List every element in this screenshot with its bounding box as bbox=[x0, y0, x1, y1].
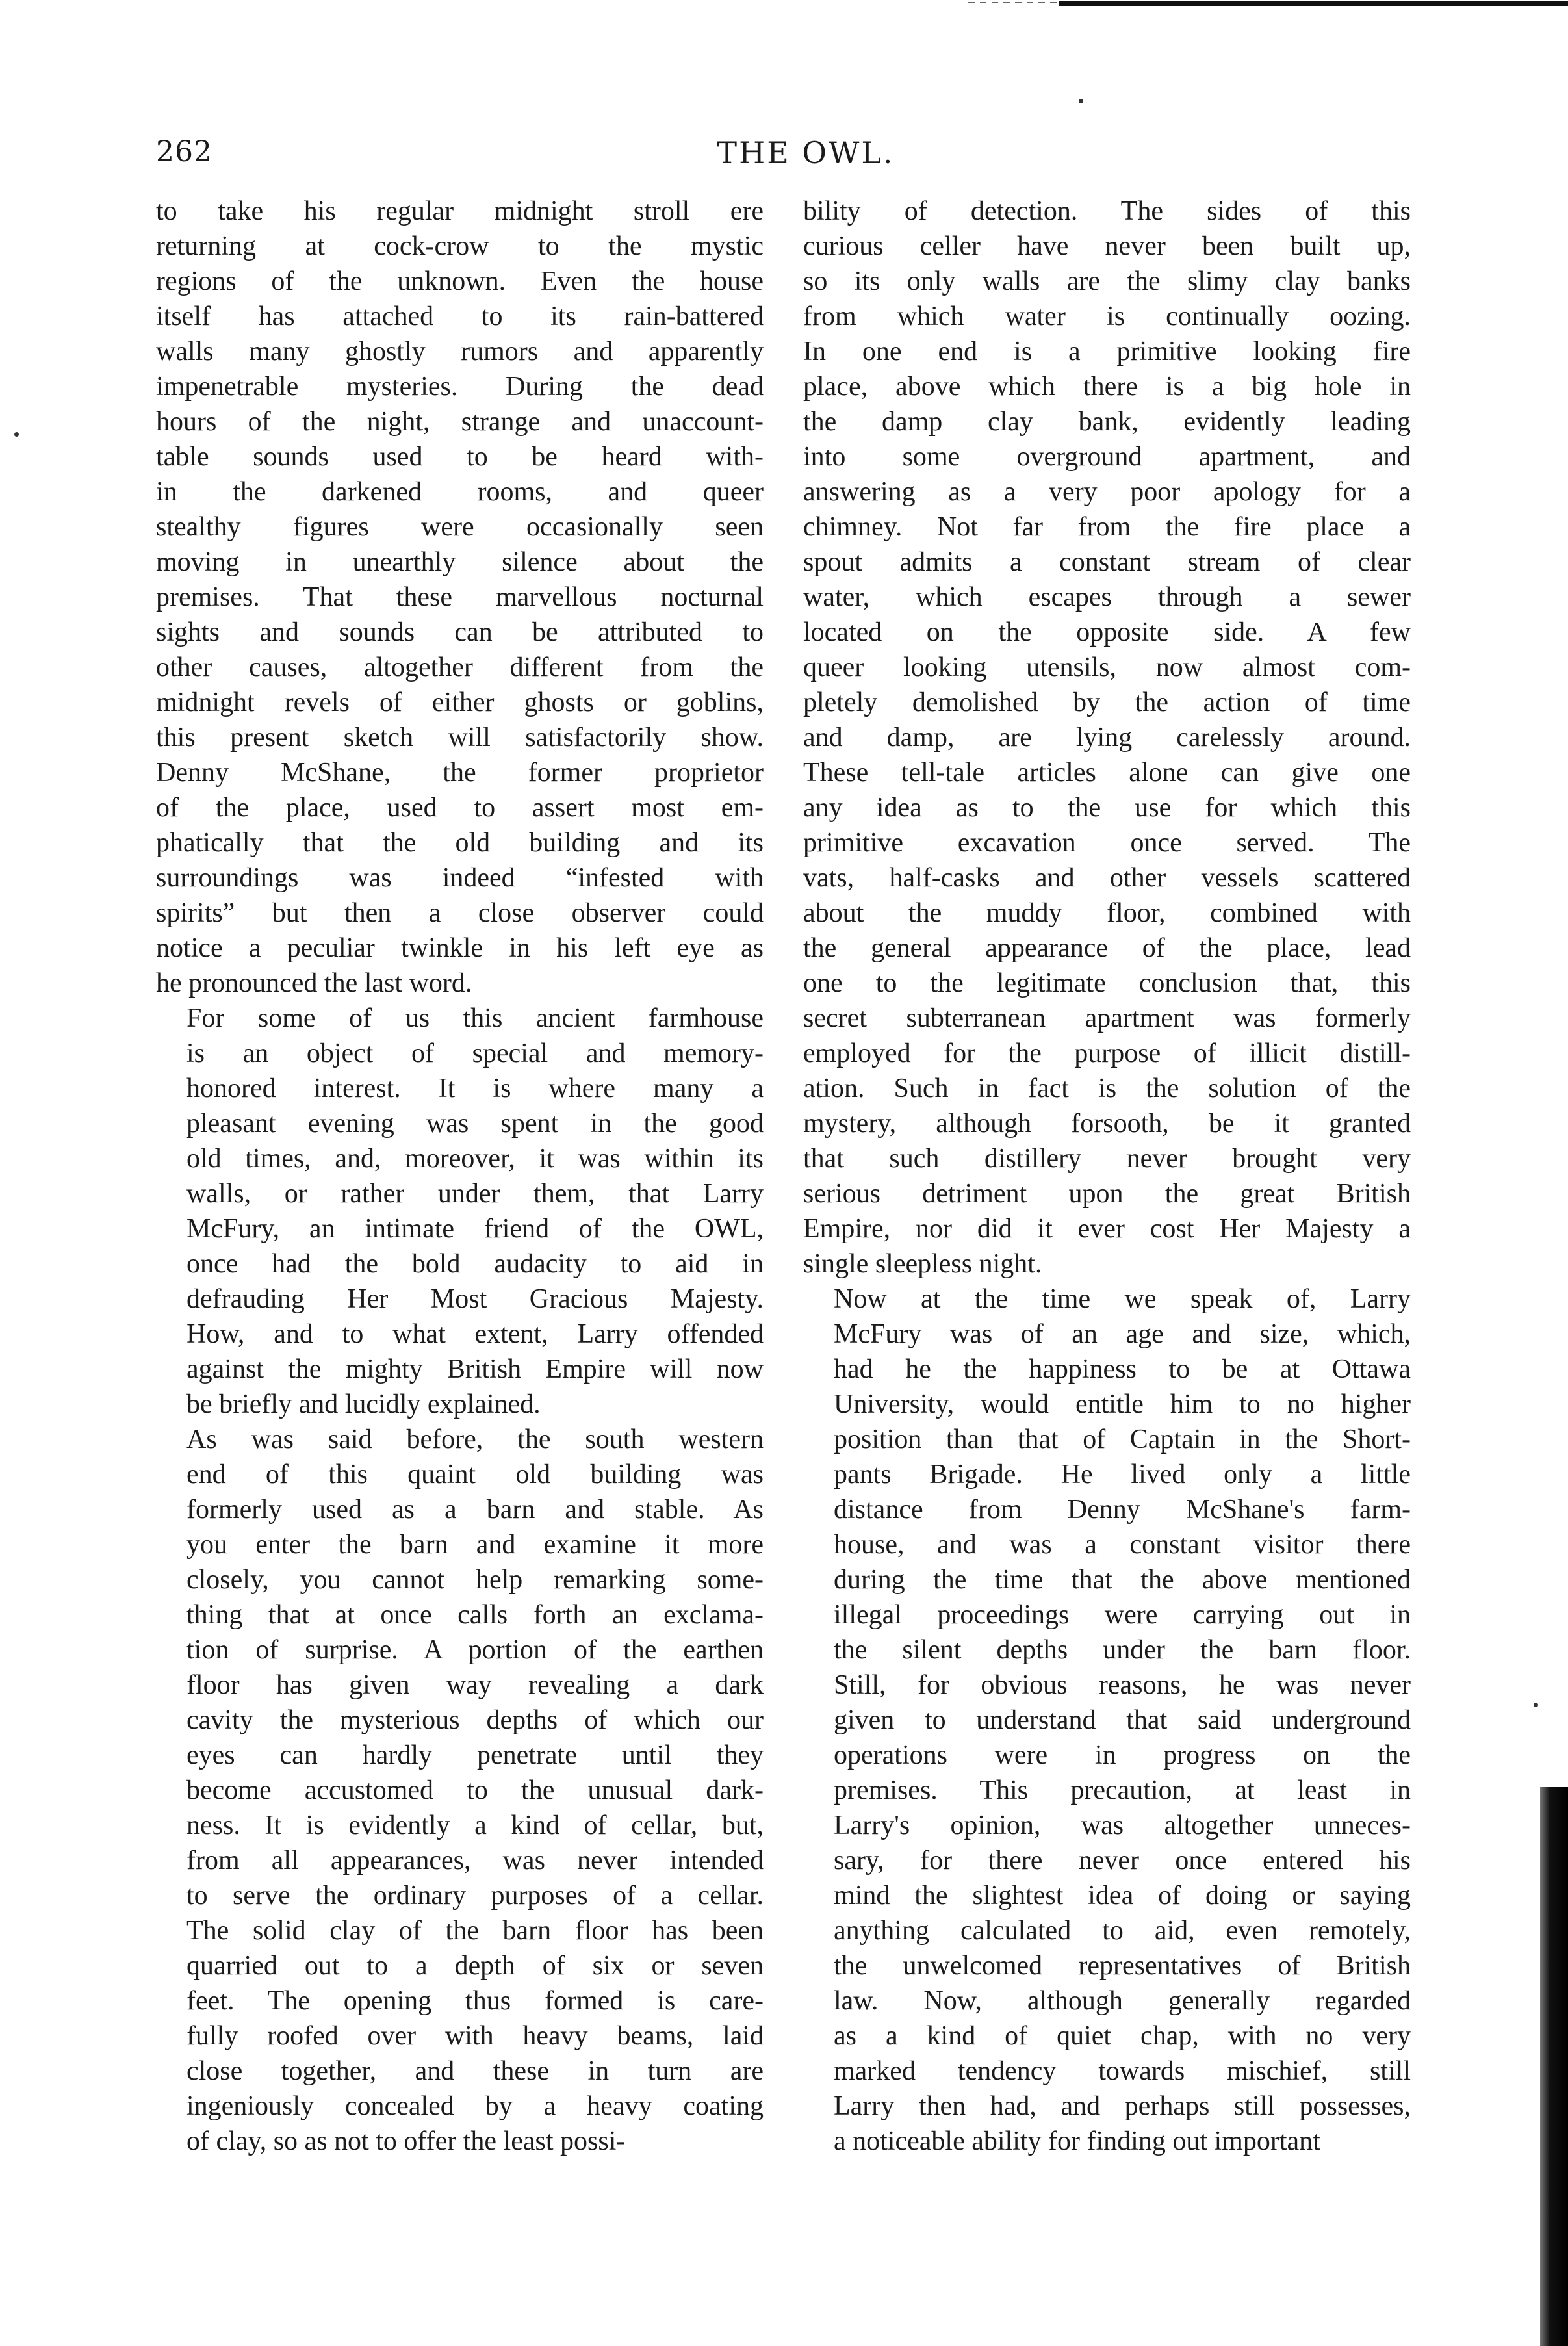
text-line: midnight revels of either ghosts or goblins, bbox=[156, 688, 764, 717]
text-line: tion of surprise. A portion of the earthen bbox=[186, 1635, 764, 1665]
text-line: Empire, nor did it ever cost Her Majesty a bbox=[803, 1214, 1411, 1244]
text-line: to take his regular midnight stroll ere bbox=[156, 196, 764, 226]
text-line: from all appearances, was never intended bbox=[186, 1846, 764, 1876]
text-line: itself has attached to its rain-battered bbox=[156, 302, 764, 331]
text-line: premises. This precaution, at least in bbox=[834, 1775, 1411, 1805]
text-line: illegal proceedings were carrying out in bbox=[834, 1600, 1411, 1630]
text-line: pants Brigade. He lived only a little bbox=[834, 1460, 1411, 1489]
text-line: table sounds used to be heard with- bbox=[156, 442, 764, 472]
text-line: McFury, an intimate friend of the OWL, bbox=[186, 1214, 764, 1244]
page-header bbox=[156, 135, 1456, 187]
text-line: hours of the night, strange and unaccount- bbox=[156, 407, 764, 437]
text-line: For some of us this ancient farmhouse bbox=[186, 1003, 764, 1033]
text-line: as a kind of quiet chap, with no very bbox=[834, 2021, 1411, 2051]
text-line: pleasant evening was spent in the good bbox=[186, 1109, 764, 1139]
text-line: had he the happiness to be at Ottawa bbox=[834, 1354, 1411, 1384]
print-speck bbox=[1079, 99, 1083, 103]
text-line: regions of the unknown. Even the house bbox=[156, 266, 764, 296]
text-line: floor has given way revealing a dark bbox=[186, 1670, 764, 1700]
text-line: ation. Such in fact is the solution of the bbox=[803, 1074, 1411, 1103]
text-line: and damp, are lying carelessly around. bbox=[803, 723, 1411, 753]
text-line: eyes can hardly penetrate until they bbox=[186, 1740, 764, 1770]
top-decorative-rule bbox=[1059, 1, 1568, 6]
text-line: spout admits a constant stream of clear bbox=[803, 547, 1411, 577]
text-line: As was said before, the south western bbox=[186, 1424, 764, 1454]
page-edge-shadow bbox=[1540, 1787, 1568, 2346]
right-column bbox=[803, 194, 1411, 2159]
text-line: answering as a very poor apology for a bbox=[803, 477, 1411, 507]
top-decorative-rule-dashed bbox=[968, 2, 1059, 3]
paragraph bbox=[803, 1282, 1411, 2159]
text-line: feet. The opening thus formed is care- bbox=[186, 1986, 764, 2016]
text-line: returning at cock-crow to the mystic bbox=[156, 231, 764, 261]
text-line: once had the bold audacity to aid in bbox=[186, 1249, 764, 1279]
text-line: about the muddy floor, combined with bbox=[803, 898, 1411, 928]
text-line: impenetrable mysteries. During the dead bbox=[156, 372, 764, 402]
left-column bbox=[156, 194, 764, 2159]
text-line: McFury was of an age and size, which, bbox=[834, 1319, 1411, 1349]
text-line: thing that at once calls forth an exclama- bbox=[186, 1600, 764, 1630]
text-line: The solid clay of the barn floor has been bbox=[186, 1916, 764, 1946]
text-line: old times, and, moreover, it was within its bbox=[186, 1144, 764, 1174]
text-line: the damp clay bank, evidently leading bbox=[803, 407, 1411, 437]
text-line: anything calculated to aid, even remotely, bbox=[834, 1916, 1411, 1946]
text-line: spirits” but then a close observer could bbox=[156, 898, 764, 928]
text-line: other causes, altogether different from the bbox=[156, 652, 764, 682]
text-line: place, above which there is a big hole in bbox=[803, 372, 1411, 402]
text-line: secret subterranean apartment was formerly bbox=[803, 1003, 1411, 1033]
text-line: In one end is a primitive looking fire bbox=[803, 337, 1411, 367]
text-line: single sleepless night. bbox=[803, 1249, 1042, 1279]
text-line: distance from Denny McShane's farm- bbox=[834, 1495, 1411, 1525]
page-number: 262 bbox=[156, 135, 212, 168]
text-line: given to understand that said underground bbox=[834, 1705, 1411, 1735]
text-line: marked tendency towards mischief, still bbox=[834, 2056, 1411, 2086]
print-speck bbox=[14, 432, 19, 437]
text-line: premises. That these marvellous nocturnal bbox=[156, 582, 764, 612]
text-line: mind the slightest idea of doing or saying bbox=[834, 1881, 1411, 1911]
text-line: the general appearance of the place, lead bbox=[803, 933, 1411, 963]
text-line: close together, and these in turn are bbox=[186, 2056, 764, 2086]
text-line: These tell-tale articles alone can give one bbox=[803, 758, 1411, 788]
text-line: the unwelcomed representatives of British bbox=[834, 1951, 1411, 1981]
text-line: Larry then had, and perhaps still possesses, bbox=[834, 2091, 1411, 2121]
text-line: quarried out to a depth of six or seven bbox=[186, 1951, 764, 1981]
text-line: Denny McShane, the former proprietor bbox=[156, 758, 764, 788]
text-line: sary, for there never once entered his bbox=[834, 1846, 1411, 1876]
print-speck bbox=[1534, 1703, 1538, 1707]
text-line: of clay, so as not to offer the least possi- bbox=[186, 2126, 626, 2156]
text-line: vats, half-casks and other vessels scattered bbox=[803, 863, 1411, 893]
paragraph bbox=[156, 194, 764, 1001]
text-line: honored interest. It is where many a bbox=[186, 1074, 764, 1103]
text-line: closely, you cannot help remarking some- bbox=[186, 1565, 764, 1595]
text-line: to serve the ordinary purposes of a cellar. bbox=[186, 1881, 764, 1911]
text-line: become accustomed to the unusual dark- bbox=[186, 1775, 764, 1805]
text-line: stealthy figures were occasionally seen bbox=[156, 512, 764, 542]
text-line: employed for the purpose of illicit distill- bbox=[803, 1038, 1411, 1068]
text-line: queer looking utensils, now almost com- bbox=[803, 652, 1411, 682]
paragraph bbox=[156, 1422, 764, 2159]
text-line: notice a peculiar twinkle in his left eye as bbox=[156, 933, 764, 963]
paragraph bbox=[803, 194, 1411, 1282]
text-line: walls, or rather under them, that Larry bbox=[186, 1179, 764, 1209]
text-line: located on the opposite side. A few bbox=[803, 617, 1411, 647]
text-line: is an object of special and memory- bbox=[186, 1038, 764, 1068]
text-line: defrauding Her Most Gracious Majesty. bbox=[186, 1284, 764, 1314]
text-line: bility of detection. The sides of this bbox=[803, 196, 1411, 226]
text-line: any idea as to the use for which this bbox=[803, 793, 1411, 823]
text-line: he pronounced the last word. bbox=[156, 968, 472, 998]
text-line: one to the legitimate conclusion that, this bbox=[803, 968, 1411, 998]
text-line: from which water is continually oozing. bbox=[803, 302, 1411, 331]
text-line: law. Now, although generally regarded bbox=[834, 1986, 1411, 2016]
text-line: of the place, used to assert most em- bbox=[156, 793, 764, 823]
text-line: chimney. Not far from the fire place a bbox=[803, 512, 1411, 542]
text-line: curious celler have never been built up, bbox=[803, 231, 1411, 261]
text-line: operations were in progress on the bbox=[834, 1740, 1411, 1770]
text-line: during the time that the above mentioned bbox=[834, 1565, 1411, 1595]
text-line: walls many ghostly rumors and apparently bbox=[156, 337, 764, 367]
text-line: University, would entitle him to no higher bbox=[834, 1389, 1411, 1419]
text-line: into some overground apartment, and bbox=[803, 442, 1411, 472]
text-line: Larry's opinion, was altogether unneces- bbox=[834, 1811, 1411, 1840]
text-line: position than that of Captain in the Short- bbox=[834, 1424, 1411, 1454]
text-line: pletely demolished by the action of time bbox=[803, 688, 1411, 717]
text-line: against the mighty British Empire will now bbox=[186, 1354, 764, 1384]
text-line: a noticeable ability for finding out important bbox=[834, 2126, 1320, 2156]
text-line: surroundings was indeed “infested with bbox=[156, 863, 764, 893]
running-title: THE OWL. bbox=[717, 135, 895, 170]
text-line: so its only walls are the slimy clay banks bbox=[803, 266, 1411, 296]
text-line: ingeniously concealed by a heavy coating bbox=[186, 2091, 764, 2121]
paragraph bbox=[156, 1001, 764, 1422]
text-line: be briefly and lucidly explained. bbox=[186, 1389, 541, 1419]
text-line: formerly used as a barn and stable. As bbox=[186, 1495, 764, 1525]
text-line: in the darkened rooms, and queer bbox=[156, 477, 764, 507]
text-line: serious detriment upon the great British bbox=[803, 1179, 1411, 1209]
text-line: moving in unearthly silence about the bbox=[156, 547, 764, 577]
text-line: sights and sounds can be attributed to bbox=[156, 617, 764, 647]
text-line: Now at the time we speak of, Larry bbox=[834, 1284, 1411, 1314]
text-line: house, and was a constant visitor there bbox=[834, 1530, 1411, 1560]
text-line: you enter the barn and examine it more bbox=[186, 1530, 764, 1560]
text-line: this present sketch will satisfactorily show. bbox=[156, 723, 764, 753]
text-line: How, and to what extent, Larry offended bbox=[186, 1319, 764, 1349]
text-line: end of this quaint old building was bbox=[186, 1460, 764, 1489]
text-line: fully roofed over with heavy beams, laid bbox=[186, 2021, 764, 2051]
text-line: primitive excavation once served. The bbox=[803, 828, 1411, 858]
text-line: phatically that the old building and its bbox=[156, 828, 764, 858]
text-line: Still, for obvious reasons, he was never bbox=[834, 1670, 1411, 1700]
text-line: mystery, although forsooth, be it granted bbox=[803, 1109, 1411, 1139]
text-line: the silent depths under the barn floor. bbox=[834, 1635, 1411, 1665]
text-line: cavity the mysterious depths of which our bbox=[186, 1705, 764, 1735]
text-line: ness. It is evidently a kind of cellar, but, bbox=[186, 1811, 764, 1840]
text-line: that such distillery never brought very bbox=[803, 1144, 1411, 1174]
text-line: water, which escapes through a sewer bbox=[803, 582, 1411, 612]
